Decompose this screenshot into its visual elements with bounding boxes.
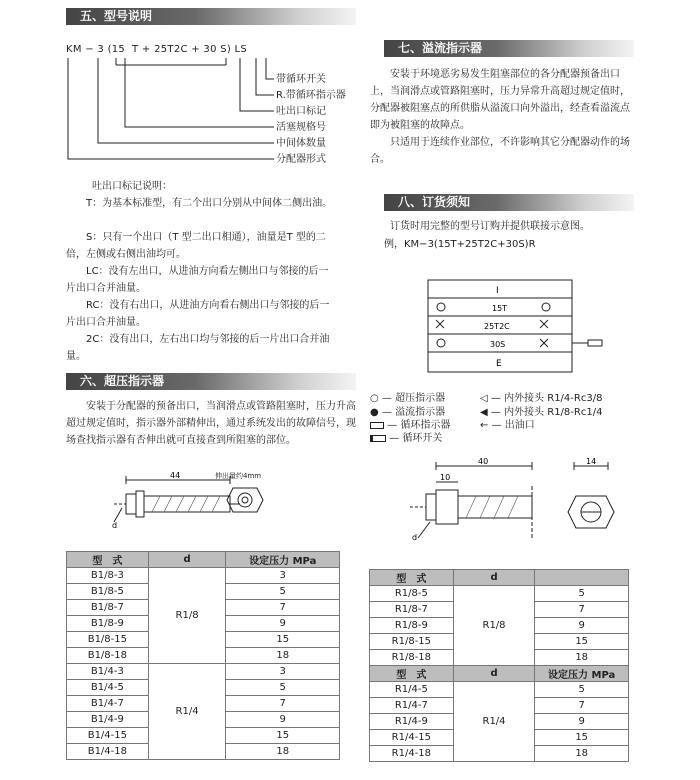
label-body-count: 中间体数量 [276, 138, 326, 149]
cell-pressure: 18 [226, 648, 340, 664]
cell-model: B1/8-15 [67, 632, 149, 648]
dim-d2-text: d [412, 533, 418, 542]
legend-item-overflow: ● — 溢流指示器 [370, 407, 446, 418]
diagram-row-15t: 15T [492, 304, 508, 313]
dim-stroke: 伸出量约4mm [215, 472, 262, 480]
cell-model: R1/4-15 [370, 730, 454, 746]
legend-text: 出油口 [504, 420, 535, 431]
section-header-overflow: 七、溢流指示器 [384, 40, 634, 57]
cell-pressure: 5 [535, 586, 629, 602]
dim-14-text: 14 [586, 457, 597, 466]
section-header-ordering: 八、订货须知 [384, 194, 634, 211]
cell-model: B1/4-15 [67, 728, 149, 744]
legend-item-cycle-indicator: — 循环指示器 [370, 420, 450, 432]
diagram-row-25t2c: 25T2C [484, 322, 510, 331]
th-pressure-2: 设定压力 MPa [535, 666, 629, 682]
diagram-row-30s: 30S [490, 340, 506, 349]
cell-pressure: 5 [226, 680, 340, 696]
cell-model: R1/4-5 [370, 682, 454, 698]
cell-model: B1/8-18 [67, 648, 149, 664]
cell-pressure: 15 [226, 632, 340, 648]
th-d: d [148, 552, 226, 568]
filled-circle-icon: ● [370, 407, 379, 418]
dim-10-text: 10 [440, 473, 451, 482]
legend-text: 超压指示器 [395, 393, 446, 404]
section-header-model: 五、型号说明 [66, 8, 356, 25]
overflow-hex-view [560, 456, 620, 536]
outlet-note-lc: LC：没有左出口，从进油方向看左侧出口与邻接的后一片出口合并油量。 [66, 266, 329, 294]
section-header-overpressure: 六、超压指示器 [66, 373, 356, 390]
ordering-desc: 订货时用完整的型号订购并提供联接示意图。 [390, 221, 590, 232]
th-d-2: d [453, 666, 535, 682]
th-model-2: 型 式 [370, 666, 454, 682]
cell-pressure: 7 [535, 698, 629, 714]
diagram-row-i: I [496, 286, 499, 296]
label-piston-spec: 活塞规格号 [276, 122, 326, 133]
cell-d: R1/4 [453, 682, 535, 762]
cycle-indicator-icon [370, 422, 384, 429]
legend-item-outlet: ← — 出油口 [480, 420, 535, 431]
cell-model: R1/8-18 [370, 650, 454, 666]
cell-model: B1/4-5 [67, 680, 149, 696]
outlet-note-t: T：为基本标准型，有二个出口分别从中间体二侧出油。 [86, 198, 333, 209]
cycle-switch-icon [370, 435, 386, 442]
cell-model: R1/8-9 [370, 618, 454, 634]
cell-pressure: 7 [226, 696, 340, 712]
cell-model: R1/4-18 [370, 746, 454, 762]
legend-item-fitting-b: ◀ — 内外接头 R1/8-Rc1/4 [480, 407, 603, 418]
outlet-note-title: 吐出口标记说明： [92, 181, 172, 192]
label-distributor-type: 分配器形式 [276, 154, 326, 165]
th-pressure: 设定压力 MPa [226, 552, 340, 568]
overpressure-table [66, 551, 340, 760]
cell-model: R1/8-7 [370, 602, 454, 618]
overflow-drawing [408, 456, 548, 544]
legend-text: 循环指示器 [400, 420, 451, 431]
cell-pressure: 5 [226, 584, 340, 600]
dim-40-text: 40 [478, 457, 489, 466]
legend-item-fitting-a: ◁ — 内外接头 R1/4-Rc3/8 [480, 393, 603, 404]
triangle-filled-icon: ◀ [480, 407, 488, 418]
cell-model: B1/4-18 [67, 744, 149, 760]
cell-model: R1/8-5 [370, 586, 454, 602]
cell-model: B1/4-7 [67, 696, 149, 712]
cell-d: R1/8 [148, 568, 226, 664]
cell-pressure: 18 [535, 746, 629, 762]
table-row [370, 586, 629, 602]
cell-model: B1/8-9 [67, 616, 149, 632]
outlet-note-rc: RC：没有右出口，从进油方向看右侧出口与邻接的后一片出口合并油量。 [66, 300, 330, 328]
cell-pressure: 9 [535, 618, 629, 634]
cell-d: R1/8 [453, 586, 535, 666]
legend-text: 内外接头 R1/4-Rc3/8 [504, 393, 603, 404]
th-d: d [453, 570, 535, 586]
dim-44-text: 44 [170, 471, 181, 480]
table-row [67, 664, 340, 680]
cell-pressure: 3 [226, 568, 340, 584]
cell-model: R1/4-9 [370, 714, 454, 730]
outlet-note-s: S：只有一个出口（T 型二出口相通），油量是T 型的二倍，左侧或右侧出油均可。 [66, 232, 326, 260]
cell-pressure: 18 [226, 744, 340, 760]
cell-model: R1/8-15 [370, 634, 454, 650]
cell-model: B1/8-7 [67, 600, 149, 616]
cell-model: B1/4-9 [67, 712, 149, 728]
triangle-hollow-icon: ◁ [480, 393, 488, 404]
distributor-diagram [420, 278, 610, 378]
cell-d: R1/4 [148, 664, 226, 760]
cell-model: B1/8-3 [67, 568, 149, 584]
label-cycle-switch: 带循环开关 [276, 74, 326, 85]
legend-text: 溢流指示器 [395, 407, 446, 418]
cell-pressure: 15 [535, 730, 629, 746]
model-code: KM − 3 (15 T + 25T2C + 30 S) LS [66, 44, 248, 55]
ordering-example: 例，KM−3(15T+25T2C+30S)R [384, 239, 536, 250]
table-row [67, 568, 340, 584]
overflow-table [369, 569, 629, 762]
th-model: 型 式 [370, 570, 454, 586]
legend-text: 内外接头 R1/8-Rc1/4 [504, 407, 603, 418]
cell-model: B1/8-5 [67, 584, 149, 600]
hollow-circle-icon: ○ [370, 393, 379, 404]
cell-model: B1/4-3 [67, 664, 149, 680]
cell-model: R1/4-7 [370, 698, 454, 714]
legend-item-overpressure: ○ — 超压指示器 [370, 393, 446, 404]
diagram-row-e: E [496, 359, 502, 369]
overpressure-desc: 安装于分配器的预备出口，当润滑点或管路阻塞时，压力升高超过规定值时，指示器外部精伸出，通过系统发出的故障信号，现场查找指示器有否伸出就可直接查到所阻塞的部位。 [66, 401, 356, 446]
cell-pressure: 9 [226, 616, 340, 632]
cell-pressure: 7 [535, 602, 629, 618]
legend-item-cycle-switch: — 循环开关 [370, 433, 442, 445]
cell-pressure: 18 [535, 650, 629, 666]
overflow-desc-2: 只适用于连续作业部位，不许影响其它分配器动作的场合。 [370, 137, 630, 165]
cell-pressure: 7 [226, 600, 340, 616]
outlet-note-2c: 2C：没有出口，左右出口均与邻接的后一片出口合并油量。 [66, 334, 330, 362]
legend-text: 循环开关 [402, 433, 443, 444]
label-cycle-indicator: R.带循环指示器 [276, 90, 346, 101]
arrow-left-icon: ← [480, 420, 489, 431]
cell-pressure: 3 [226, 664, 340, 680]
th-model: 型 式 [67, 552, 149, 568]
cell-pressure: 9 [535, 714, 629, 730]
label-outlet-mark: 吐出口标记 [276, 106, 326, 117]
cell-pressure: 15 [226, 728, 340, 744]
table-row [370, 682, 629, 698]
dim-d-text: d [112, 521, 118, 530]
cell-pressure: 9 [226, 712, 340, 728]
th-empty [535, 570, 629, 586]
cell-pressure: 5 [535, 682, 629, 698]
overpressure-hex-view [225, 480, 265, 520]
overflow-desc: 安装于环境恶劣易发生阻塞部位的各分配器预备出口上，当润滑点或管路阻塞时，压力异常升高超过规定值时，分配器被阻塞点的所供脂从溢流口向外溢出，经查看溢流点即为被阻塞的故障点。 [370, 69, 630, 131]
cell-pressure: 15 [535, 634, 629, 650]
